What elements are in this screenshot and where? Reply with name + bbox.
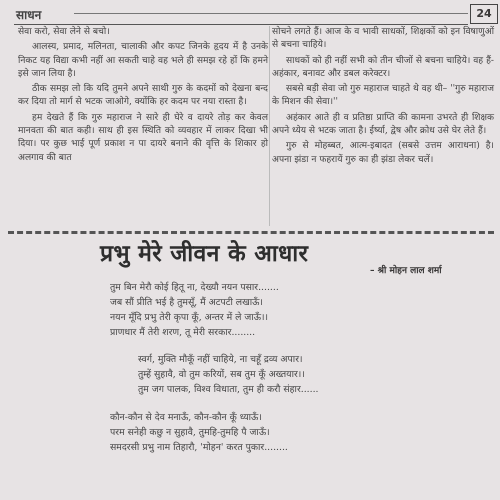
article-paragraph: अहंकार आते ही व प्रतिष्ठा प्राप्ति की कामना उभरते ही शिक्षक अपने ध्येय से भटक जाता है। ईर्ष्या, द्वेष और क्रोध उसे घेर लेते हैं।: [272, 112, 494, 137]
article-paragraph: ठीक समझ लो कि यदि तुमने अपने साथी गुरु के कदमों को देखना बन्द कर दिया तो मार्ग से भटक जाओगे, क्योंकि हर कदम पर नया रास्ता है।: [18, 84, 268, 108]
poem-stanza-1: [110, 280, 279, 340]
column-divider: [269, 26, 270, 226]
poem-line: तुम्हें सुहावै, वो तुम करियों, सब तुम कूँ अख्तयार।।: [138, 369, 305, 380]
article-right-column: [272, 26, 494, 169]
section-title: साधन: [16, 8, 42, 22]
article-paragraph: आलस्य, प्रमाद, मलिनता, चालाकी और कपट जिनके हृदय में है उनके निकट यह विद्या कभी नहीं आ सकती चाहे वह भले ही समझ रहे हों कि हमने इसे जान लिया है।: [18, 42, 268, 79]
poem-line: स्वर्ग, मुक्ति मौकूँ नहीं चाहिये, ना चहूँ द्रव्य अपार।: [138, 354, 303, 365]
poem-line: परम सनेही कछु न सुहावै, तुमहि-तुमहि पै जाऊँ।: [110, 427, 270, 438]
poem-line: तुम जग पालक, विश्व विधाता, तुम ही करौ संहार......: [138, 384, 319, 395]
article-paragraph: साधकों को ही नहीं सभी को तीन चीजों से बचना चाहिये। वह हैं- अहंकार, बनावट और डबल करेक्टर।: [272, 55, 494, 79]
article-paragraph: सोचने लगते हैं। आज के व भावी साधकों, शिक्षकों को इन विषाणुओं से बचना चाहिये।: [272, 27, 494, 51]
header-rule: [74, 13, 468, 14]
article-left-column: [18, 26, 268, 167]
page-header: [14, 4, 468, 25]
poem-stanza-3: [110, 410, 288, 455]
poem-title: प्रभु मेरे जीवन के आधार: [100, 241, 309, 267]
poem-line: कौन-कौन से देव मनाऊँ, कौन-कौन कूँ ध्याऊँ।: [110, 412, 262, 423]
poem-line: तुम बिन मेरौ कोई हितू ना, देख्यौ नयन पसार.......: [110, 282, 279, 293]
page-number: 24: [470, 4, 498, 24]
article-paragraph: गुरु से मोहब्बत, आत्म-इबादत (सबसे उत्तम आराधना) है। अपना झंडा न फहरायें गुरु का ही झंडा लेकर चलें।: [272, 141, 494, 165]
article-paragraph: सबसे बड़ी सेवा जो गुरु महाराज चाहते थे वह थी– ''गुरु महाराज के मिशन की सेवा।'': [272, 84, 494, 108]
poem-author: – श्री मोहन लाल शर्मा: [370, 266, 442, 276]
poem-stanza-2: [138, 352, 319, 397]
article-paragraph: हम देखते हैं कि गुरु महाराज ने सारे ही घेरे व दायरे तोड़ कर केवल मानवता की बात कही। साथ ही इस स्थिति को व्यवहार में लाकर दिखा भी दिया। पर कुछ भाई पूर्ण प्रकाश न पा दायरे बनाने की वृत्ति के शिकार हो अलगाव की बात: [18, 112, 268, 163]
poem-line: समदरसी प्रभु नाम तिहारौ, 'मोहन' करत पुकार........: [110, 442, 288, 453]
poem-line: नयन मूँदि प्रभु तेरी कृपा कूँ, अन्तर में ले जाऊँ।।: [110, 312, 269, 323]
section-separator: [8, 231, 494, 234]
article-paragraph: सेवा करो, सेवा लेने से बचो।: [18, 27, 110, 37]
poem-line: जब सौं प्रीति भई है तुमसूँ, मैं अटपटी लखाऊँ।: [110, 297, 263, 308]
poem-line: प्राणधार मैं तेरी शरण, तू मेरी सरकार........: [110, 327, 256, 338]
